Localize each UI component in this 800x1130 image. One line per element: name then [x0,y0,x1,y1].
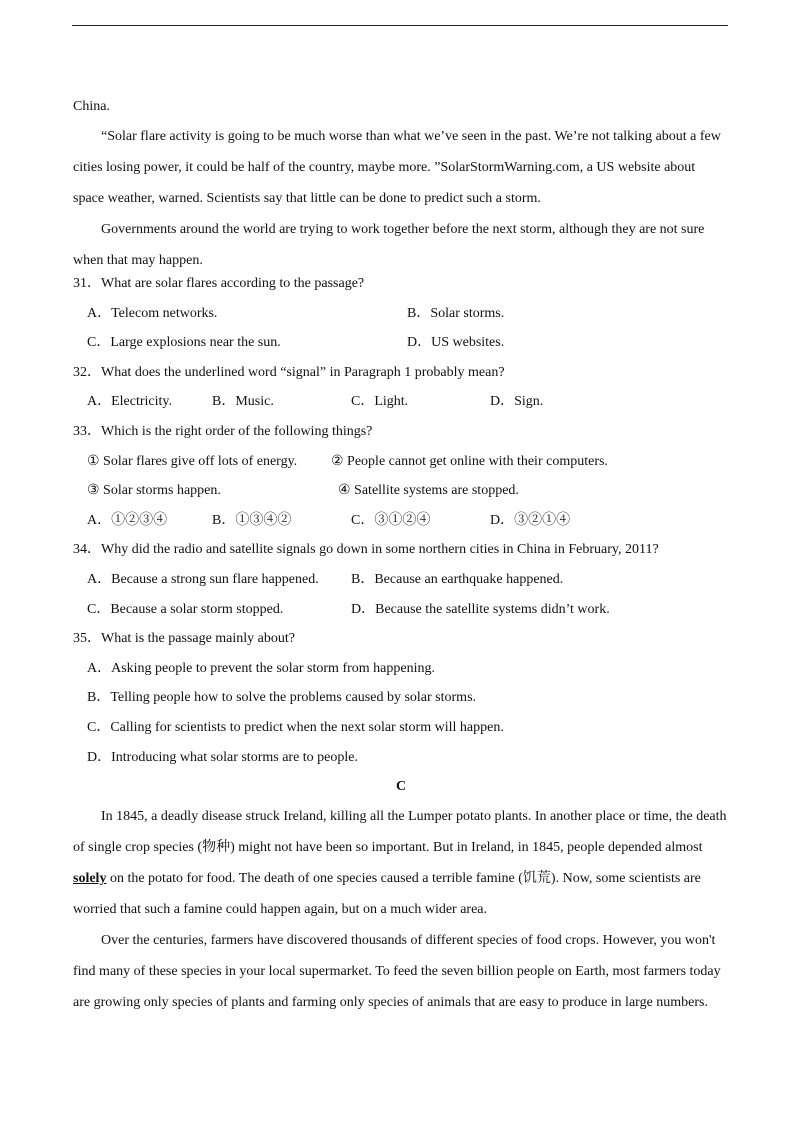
paragraph-china: China. [73,99,110,114]
question-32-options [73,392,729,422]
paragraph-ireland-famine-part2: on the potato for food. The death of one species caused a terrible famine (饥荒). Now, some scientists are worried that such a famine could happen again, but on a much wider area. [73,871,701,918]
question-34-options-row1 [73,570,729,600]
question-33-options [73,511,729,541]
paragraph-ireland-famine-part1: In 1845, a deadly disease struck Ireland, killing all the Lumper potato plants. In another place or time, the death of single crop species (物种) might not have been so important. But in Ireland, in 1845, people depended almost [73,809,727,856]
option-31-b: B．Solar storms. [407,305,505,321]
statement-33-3: ③ Solar storms happen. [87,483,221,499]
question-33-statements-row1 [73,452,729,482]
question-34-stem: 34．Why did the radio and satellite signals go down in some northern cities in China in February, 2011? [73,542,659,558]
paragraph-ireland-famine [73,801,729,925]
option-32-d: D．Sign. [490,394,544,410]
question-31-options-row1 [73,304,729,334]
option-33-a: A．①②③④ [87,512,168,528]
question-35-option-c-row [73,718,729,748]
option-31-d: D．US websites. [407,335,505,351]
option-31-a: A．Telecom networks. [87,305,218,321]
question-33-statements-row2 [73,481,729,511]
paragraph-solar-warning: “Solar flare activity is going to be much worse than what we’ve seen in the past. We’re not talking about a few cities losing power, it could be half of the country, maybe more. ”SolarStormWarning.com, a US website about space weather, warned. Scientists say that little can be done to predict such a storm. [73,129,721,206]
section-c-heading: C [395,779,407,795]
option-31-c: C．Large explosions near the sun. [87,335,281,351]
question-31-options-row2 [73,333,729,363]
question-32-stem: 32．What does the underlined word “signal” in Paragraph 1 probably mean? [73,364,505,380]
statement-33-2: ② People cannot get online with their computers. [331,453,608,469]
option-34-d: D．Because the satellite systems didn’t work. [351,601,610,617]
document-body [73,97,729,1018]
option-35-d: D．Introducing what solar storms are to people. [87,749,358,765]
question-31-stem: 31．What are solar flares according to the passage? [73,276,365,291]
option-32-b: B．Music. [212,394,274,410]
option-33-c: C．③①②④ [351,512,431,528]
question-35-option-b-row [73,688,729,718]
statement-33-1: ① Solar flares give off lots of energy. [87,453,298,469]
statement-33-4: ④ Satellite systems are stopped. [338,483,519,499]
underlined-word-solely: solely [73,871,107,887]
option-35-b: B．Telling people how to solve the problems caused by solar storms. [87,690,477,706]
option-32-a: A．Electricity. [87,394,173,410]
question-35-option-a-row [73,659,729,689]
question-35-option-d-row [73,748,729,778]
question-33-stem: 33．Which is the right order of the following things? [73,423,373,439]
question-35-stem: 35．What is the passage mainly about? [73,631,295,647]
option-34-c: C．Because a solar storm stopped. [87,601,284,617]
option-35-a: A．Asking people to prevent the solar storm from happening. [87,660,435,676]
option-32-c: C．Light. [351,394,409,410]
option-34-a: A．Because a strong sun flare happened. [87,571,319,587]
option-35-c: C．Calling for scientists to predict when the next solar storm will happen. [87,719,504,735]
header-rule [72,25,728,26]
option-34-b: B．Because an earthquake happened. [351,571,564,587]
option-33-b: B．①③④② [212,512,292,528]
option-33-d: D．③②①④ [490,512,571,528]
question-34-options-row2 [73,600,729,630]
paragraph-governments: Governments around the world are trying to work together before the next storm, although they are not sure when that may happen. [73,222,705,268]
paragraph-food-crops: Over the centuries, farmers have discovered thousands of different species of food crops. However, you won't find many of these species in your local supermarket. To feed the seven billion people on Earth, most farmers today are growing only species of plants and farming only species of animals that are easy to produce in large numbers. [73,933,721,1011]
